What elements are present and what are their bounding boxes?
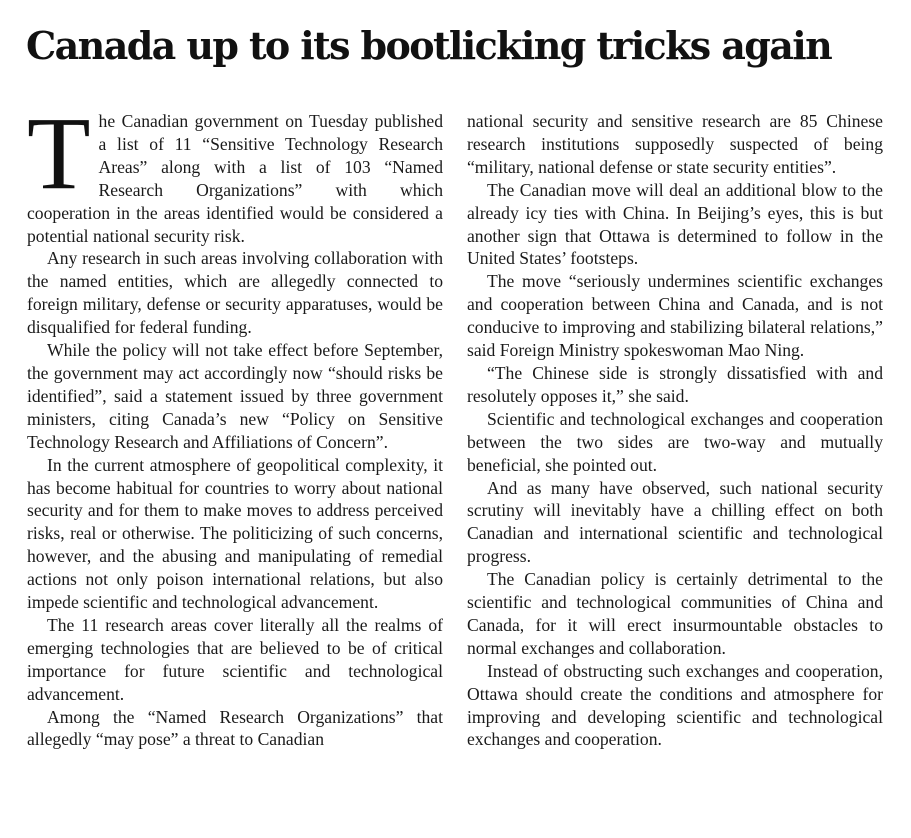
paragraph: And as many have observed, such national security scrutiny will inevitably have a chilling effect on both Canadian and international scientific and technological progress. [467, 477, 883, 567]
paragraph: While the policy will not take effect before September, the government may act accordingly now “should risks be identified”, said a statement issued by three government ministers, citing Canada’s new “Policy on Sensitive Technology Research and Affiliations of Concern”. [27, 340, 443, 452]
paragraph-text: he Canadian government on Tuesday published a list of 11 “Sensitive Technology Research Areas” along with a list of 103 “Named Research Organizations” with which cooperation in the areas identified would be considered a potential national security risk. [27, 111, 443, 246]
paragraph: The Canadian move will deal an additional blow to the already icy ties with China. In Beijing’s eyes, this is but another sign that Ottawa is determined to follow in the United States’ footsteps. [467, 179, 883, 269]
paragraph: Among the “Named Research Organizations” that allegedly “may pose” a threat to Canadian [27, 706, 443, 750]
headline: Canada up to its bootlicking tricks again [26, 23, 832, 68]
paragraph: Scientific and technological exchanges and cooperation between the two sides are two-way and mutually beneficial, she pointed out. [467, 408, 883, 475]
paragraph: In the current atmosphere of geopolitical complexity, it has become habitual for countries to worry about national security and for them to make moves to address perceived risks, real or otherwise. The politicizing of such concerns, however, and the abusing and manipulating of remedial actions not only poison international relations, but also impede scientific and technological advancement. [27, 454, 443, 613]
article-column-left [27, 96, 443, 751]
paragraph: Instead of obstructing such exchanges and cooperation, Ottawa should create the conditions and atmosphere for improving and developing scientific and technological exchanges and cooperation. [467, 660, 883, 750]
paragraph [27, 96, 443, 247]
paragraph: “The Chinese side is strongly dissatisfied with and resolutely opposes it,” she said. [467, 362, 883, 406]
paragraph-continued: national security and sensitive research are 85 Chinese research institutions supposedly suspected of being “military, national defense or state security entities”. [467, 111, 883, 177]
article-column-right [467, 110, 883, 751]
drop-cap: T [27, 96, 91, 211]
paragraph: Any research in such areas involving collaboration with the named entities, which are allegedly connected to foreign military, defense or security apparatuses, would be disqualified for federal funding. [27, 248, 443, 338]
paragraph: The move “seriously undermines scientific exchanges and cooperation between China and Canada, and is not conducive to improving and stabilizing bilateral relations,” said Foreign Ministry spokeswoman Mao Ning. [467, 271, 883, 361]
paragraph: The 11 research areas cover literally all the realms of emerging technologies that are believed to be of critical importance for future scientific and technological advancement. [27, 614, 443, 704]
paragraph: The Canadian policy is certainly detrimental to the scientific and technological communities of China and Canada, for it will erect insurmountable obstacles to normal exchanges and collaboration. [467, 569, 883, 658]
